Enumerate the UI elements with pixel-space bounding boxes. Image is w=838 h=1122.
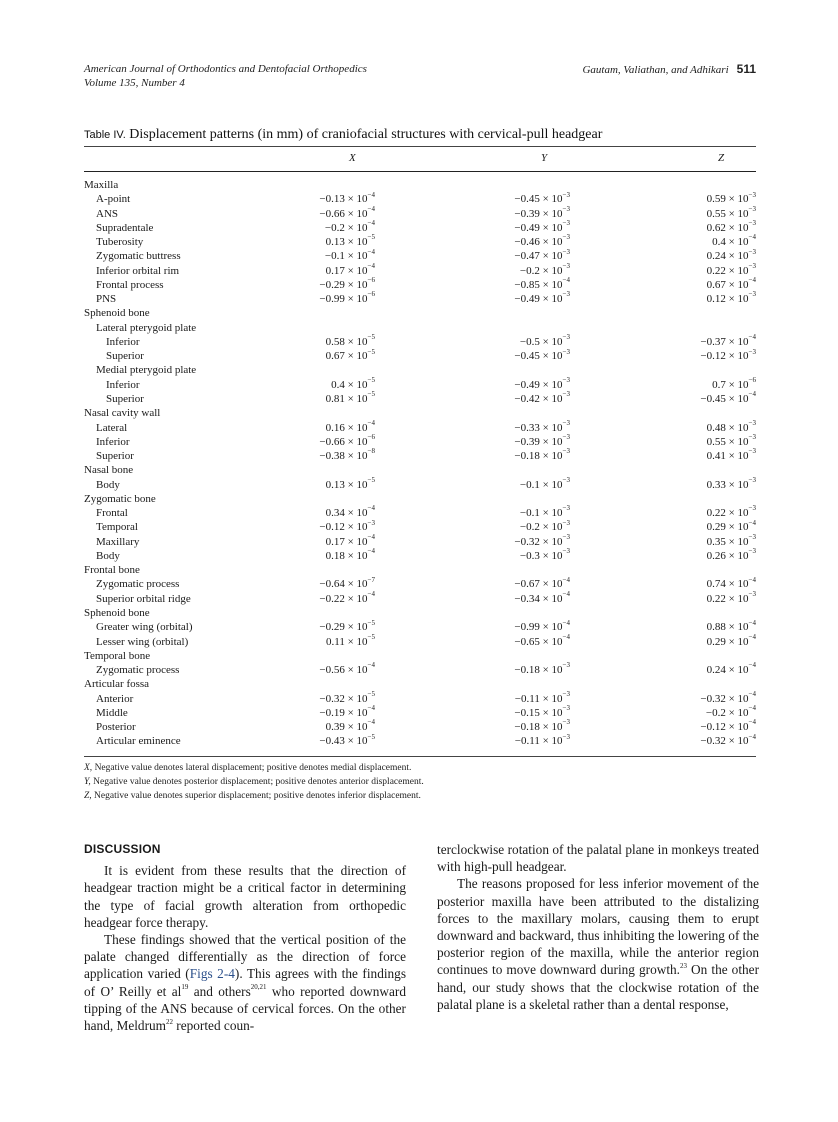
cell-z: $0.22 \times 10^{-3}$ [706, 261, 756, 277]
table-group-row [84, 178, 756, 192]
table-row [84, 577, 756, 591]
table-row [84, 418, 756, 435]
row-label: Medial pterygoid plate [96, 364, 197, 377]
row-label: Sphenoid bone [84, 606, 150, 619]
row-label: Superior [106, 392, 144, 405]
row-label: Maxilla [84, 179, 119, 191]
row-label: Lateral pterygoid plate [96, 321, 197, 334]
row-label: Body [96, 478, 120, 491]
row-label: ANS [96, 207, 119, 220]
table-group-row [84, 563, 756, 577]
table-group-row [84, 306, 756, 320]
cell-x: $-0.13 \times 10^{-4}$ [319, 190, 375, 206]
cell-y: $-0.2 \times 10^{-3}$ [519, 518, 570, 534]
cell-z: $0.41 \times 10^{-3}$ [706, 447, 756, 463]
cell-z: $0.48 \times 10^{-3}$ [706, 418, 756, 434]
cell-y: $-0.18 \times 10^{-3}$ [514, 661, 570, 677]
table-header-rule [84, 171, 756, 172]
table-row [84, 720, 756, 734]
table-group-row [84, 649, 756, 663]
table-subgroup-row [84, 363, 756, 377]
row-label: A-point [96, 193, 131, 206]
citation-ref[interactable]: 23 [680, 962, 687, 970]
table-title: Displacement patterns (in mm) of craniofacial structures with cervical-pull headgear [129, 127, 603, 142]
citation-ref[interactable]: 19 [181, 983, 189, 992]
table-row [84, 278, 756, 292]
cell-y: $-0.1 \times 10^{-3}$ [519, 504, 570, 520]
table-group-row [84, 677, 756, 691]
body-column-left [84, 841, 406, 1034]
row-label: Inferior [106, 335, 140, 348]
cell-z: $-0.32 \times 10^{-4}$ [700, 732, 756, 748]
column-header-z: Z [718, 152, 725, 164]
row-label: Superior [96, 450, 134, 463]
cell-z: $-0.12 \times 10^{-4}$ [700, 718, 756, 734]
cell-y: $-0.34 \times 10^{-4}$ [514, 590, 570, 605]
cell-y: $-0.11 \times 10^{-3}$ [514, 732, 570, 748]
cell-x: $-0.99 \times 10^{-6}$ [319, 290, 375, 306]
table-label: Table IV. [84, 129, 126, 141]
cell-z: $-0.32 \times 10^{-4}$ [700, 689, 756, 705]
cell-z: $0.35 \times 10^{-3}$ [706, 532, 756, 548]
table-row [84, 392, 756, 406]
row-label: Articular eminence [96, 735, 181, 748]
cell-x: $0.16 \times 10^{-4}$ [325, 418, 375, 434]
table-row [84, 292, 756, 306]
cell-x: $0.11 \times 10^{-5}$ [326, 632, 375, 648]
cell-z: $-0.45 \times 10^{-4}$ [700, 390, 756, 405]
cell-z: $0.22 \times 10^{-3}$ [706, 504, 756, 520]
cell-x: $0.34 \times 10^{-4}$ [325, 504, 375, 520]
row-label: Sphenoid bone [84, 307, 150, 320]
body-column-right [437, 841, 759, 1013]
cell-y: $-0.45 \times 10^{-3}$ [514, 347, 570, 363]
table-row [84, 734, 756, 748]
cell-y: $-0.18 \times 10^{-3}$ [514, 447, 570, 463]
section-heading: DISCUSSION [84, 842, 161, 856]
row-label: Temporal bone [84, 649, 151, 662]
table-body [84, 178, 756, 749]
figure-link[interactable]: Figs 2-4 [189, 966, 235, 982]
row-label: Zygomatic buttress [96, 250, 181, 263]
cell-y: $-0.39 \times 10^{-3}$ [514, 204, 570, 220]
cell-y: $-0.2 \times 10^{-3}$ [519, 261, 570, 277]
cell-x: $-0.38 \times 10^{-8}$ [319, 447, 375, 463]
paragraph: The reasons proposed for less inferior movement of the posterior maxilla have been attributed to the distalizing forces to the maxillary molars, causing them to erupt downward and backward, thus inhibiting the lowering of the posterior region of the maxilla, while the anterior region continues to move downward during growth.$^{23}$ On the other hand, our study shows that the clockwise rotation of the palatal plane is a skeletal rather than a dental response, [437, 876, 759, 1012]
row-label: Lesser wing (orbital) [96, 635, 189, 648]
page-number: 511 [736, 62, 756, 76]
table-row [84, 221, 756, 235]
row-label: Greater wing (orbital) [96, 621, 193, 634]
cell-y: $-0.85 \times 10^{-4}$ [514, 276, 570, 291]
cell-x: $0.58 \times 10^{-5}$ [325, 333, 375, 348]
cell-z: $0.24 \times 10^{-3}$ [706, 247, 756, 263]
cell-z: $0.88 \times 10^{-4}$ [706, 618, 756, 634]
row-label: Zygomatic process [96, 664, 180, 677]
row-label: Inferior [96, 435, 130, 448]
authors: Gautam, Valiathan, and Adhikari [582, 64, 729, 76]
column-header-y: Y [541, 152, 548, 164]
row-label: Temporal [96, 521, 138, 534]
table-group-row [84, 492, 756, 506]
cell-z: $-0.37 \times 10^{-4}$ [700, 333, 756, 348]
cell-y: $-0.33 \times 10^{-3}$ [514, 418, 570, 434]
cell-x: $0.17 \times 10^{-4}$ [325, 261, 375, 277]
table-row [84, 663, 756, 677]
cell-x: $-0.2 \times 10^{-4}$ [324, 219, 375, 234]
row-label: Body [96, 549, 120, 562]
cell-x: $0.81 \times 10^{-5}$ [325, 390, 375, 405]
table-subgroup-row [84, 321, 756, 335]
row-label: Posterior [96, 721, 136, 734]
footnote-x: X, Negative value denotes lateral displacement; positive denotes medial displacement. [84, 763, 412, 773]
cell-x: $-0.43 \times 10^{-5}$ [319, 732, 375, 748]
column-header-x: X [349, 152, 356, 164]
cell-z: $0.29 \times 10^{-4}$ [706, 518, 756, 534]
table-footnotes [84, 761, 424, 803]
cell-z: $0.12 \times 10^{-3}$ [706, 290, 756, 306]
row-label: Supradentale [96, 221, 154, 234]
cell-y: $-0.39 \times 10^{-3}$ [514, 433, 570, 448]
cell-z: $0.7 \times 10^{-6}$ [712, 376, 756, 391]
cell-x: $-0.66 \times 10^{-4}$ [319, 204, 375, 220]
table-row [84, 204, 756, 221]
cell-y: $-0.1 \times 10^{-3}$ [519, 475, 570, 491]
row-label: Frontal bone [84, 564, 140, 577]
table-row [84, 689, 756, 706]
cell-x: $0.17 \times 10^{-4}$ [325, 532, 375, 548]
running-head-right [582, 62, 756, 77]
table-row [84, 549, 756, 563]
cell-z: $0.74 \times 10^{-4}$ [706, 575, 756, 591]
cell-z: $0.33 \times 10^{-3}$ [706, 475, 756, 491]
cell-x: $-0.19 \times 10^{-4}$ [319, 704, 375, 719]
cell-x: $-0.29 \times 10^{-5}$ [319, 618, 375, 634]
cell-x: $-0.12 \times 10^{-3}$ [319, 518, 375, 534]
table-row [84, 506, 756, 520]
cell-z: $0.62 \times 10^{-3}$ [706, 219, 756, 234]
table-row [84, 378, 756, 392]
cell-z: $0.26 \times 10^{-3}$ [706, 547, 756, 562]
cell-x: $-0.29 \times 10^{-6}$ [319, 276, 375, 291]
cell-y: $-0.46 \times 10^{-3}$ [514, 233, 570, 249]
row-label: PNS [96, 293, 117, 306]
table-row [84, 449, 756, 463]
table-top-rule [84, 146, 756, 147]
table-row [84, 249, 756, 263]
cell-x: $0.39 \times 10^{-4}$ [325, 718, 375, 734]
cell-z: $-0.2 \times 10^{-4}$ [705, 704, 756, 719]
cell-x: $-0.56 \times 10^{-4}$ [319, 661, 375, 677]
table-row [84, 435, 756, 449]
cell-z: $0.55 \times 10^{-3}$ [706, 204, 756, 220]
cell-y: $-0.99 \times 10^{-4}$ [514, 618, 570, 634]
row-label: Zygomatic bone [84, 492, 156, 505]
row-label: Frontal process [96, 278, 164, 291]
cell-y: $-0.49 \times 10^{-3}$ [514, 219, 570, 234]
table-bottom-rule [84, 756, 756, 757]
cell-y: $-0.49 \times 10^{-3}$ [514, 290, 570, 306]
cell-y: $-0.11 \times 10^{-3}$ [514, 689, 570, 705]
paragraph: It is evident from these results that the direction of headgear traction might be a critical factor in determining the type of facial growth alteration from orthopedic headgear force therapy. [84, 863, 406, 930]
row-label: Lateral [96, 421, 128, 434]
table-row [84, 592, 756, 606]
cell-x: $-0.64 \times 10^{-7}$ [319, 575, 375, 591]
footnote-z: Z, Negative value denotes superior displacement; positive denotes inferior displacement. [84, 791, 421, 801]
cell-y: $-0.42 \times 10^{-3}$ [514, 390, 570, 405]
row-label: Superior orbital ridge [96, 592, 191, 605]
cell-y: $-0.5 \times 10^{-3}$ [519, 333, 570, 348]
cell-z: $0.59 \times 10^{-3}$ [706, 190, 756, 206]
row-label: Articular fossa [84, 678, 150, 691]
table-row [84, 620, 756, 634]
row-label: Nasal cavity wall [84, 407, 161, 420]
cell-z: $0.67 \times 10^{-4}$ [706, 276, 756, 291]
table-row [84, 632, 756, 649]
cell-y: $-0.49 \times 10^{-3}$ [514, 376, 570, 391]
footnote-y: Y, Negative value denotes posterior displacement; positive denotes anterior displacement. [84, 777, 424, 787]
running-head-left [84, 62, 367, 90]
row-label: Superior [106, 350, 144, 363]
table-row [84, 475, 756, 492]
table-row [84, 335, 756, 349]
row-label: Tuberosity [96, 236, 144, 249]
table-row [84, 261, 756, 278]
journal-title: American Journal of Orthodontics and Dentofacial Orthopedics [84, 63, 367, 75]
cell-y: $-0.18 \times 10^{-3}$ [514, 718, 570, 734]
citation-ref[interactable]: 22 [165, 1017, 173, 1026]
cell-x: $0.13 \times 10^{-5}$ [325, 233, 375, 249]
row-label: Maxillary [96, 535, 140, 548]
row-label: Frontal [96, 507, 128, 520]
cell-y: $-0.65 \times 10^{-4}$ [514, 632, 570, 648]
cell-x: $0.4 \times 10^{-5}$ [331, 376, 375, 391]
cell-x: $0.13 \times 10^{-5}$ [325, 475, 375, 491]
cell-z: $-0.12 \times 10^{-3}$ [700, 347, 756, 363]
cell-y: $-0.15 \times 10^{-3}$ [514, 704, 570, 719]
paragraph: These findings showed that the vertical position of the palate changed differentially as the direction of force application varied (Figs 2-4). This agrees with the findings of O’ Reilly et $al^{19}$ and others$^{20,21}$ who reported downward tipping of the ANS because of cervical forces. On the other hand, Meldrum$^{22}$ reported coun- [84, 932, 407, 1034]
table-row [84, 192, 756, 206]
citation-ref[interactable]: 20,21 [250, 983, 267, 992]
cell-y: $-0.32 \times 10^{-3}$ [514, 532, 570, 548]
table-row [84, 706, 756, 720]
cell-y: $-0.45 \times 10^{-3}$ [514, 190, 570, 206]
table-row [84, 235, 756, 249]
cell-y: $-0.67 \times 10^{-4}$ [514, 575, 570, 591]
cell-y: $-0.47 \times 10^{-3}$ [514, 247, 570, 263]
cell-x: $0.18 \times 10^{-4}$ [325, 547, 375, 562]
row-label: Zygomatic process [96, 578, 180, 591]
cell-x: $-0.32 \times 10^{-5}$ [319, 689, 375, 705]
row-label: Anterior [96, 692, 134, 705]
table-row [84, 349, 756, 363]
row-label: Nasal bone [84, 464, 134, 477]
cell-x: $-0.66 \times 10^{-6}$ [319, 433, 375, 448]
cell-z: $0.29 \times 10^{-4}$ [706, 632, 756, 648]
row-label: Inferior [106, 378, 140, 391]
table-group-row [84, 406, 756, 420]
cell-x: $-0.1 \times 10^{-4}$ [324, 247, 375, 263]
cell-z: $0.22 \times 10^{-3}$ [706, 590, 756, 605]
cell-x: $-0.22 \times 10^{-4}$ [319, 590, 375, 605]
paragraph: terclockwise rotation of the palatal plane in monkeys treated with high-pull headgear. [437, 842, 759, 875]
table-row [84, 532, 756, 549]
journal-volume: Volume 135, Number 4 [84, 77, 185, 89]
row-label: Inferior orbital rim [96, 264, 180, 277]
cell-z: $0.4 \times 10^{-4}$ [712, 233, 756, 249]
cell-x: $0.67 \times 10^{-5}$ [325, 347, 375, 363]
cell-z: $0.55 \times 10^{-3}$ [706, 433, 756, 448]
table-row [84, 520, 756, 534]
table-group-row [84, 463, 756, 477]
table-group-row [84, 606, 756, 620]
row-label: Middle [96, 706, 128, 719]
cell-z: $0.24 \times 10^{-4}$ [706, 661, 756, 677]
table-caption [84, 127, 602, 143]
cell-y: $-0.3 \times 10^{-3}$ [519, 547, 570, 562]
